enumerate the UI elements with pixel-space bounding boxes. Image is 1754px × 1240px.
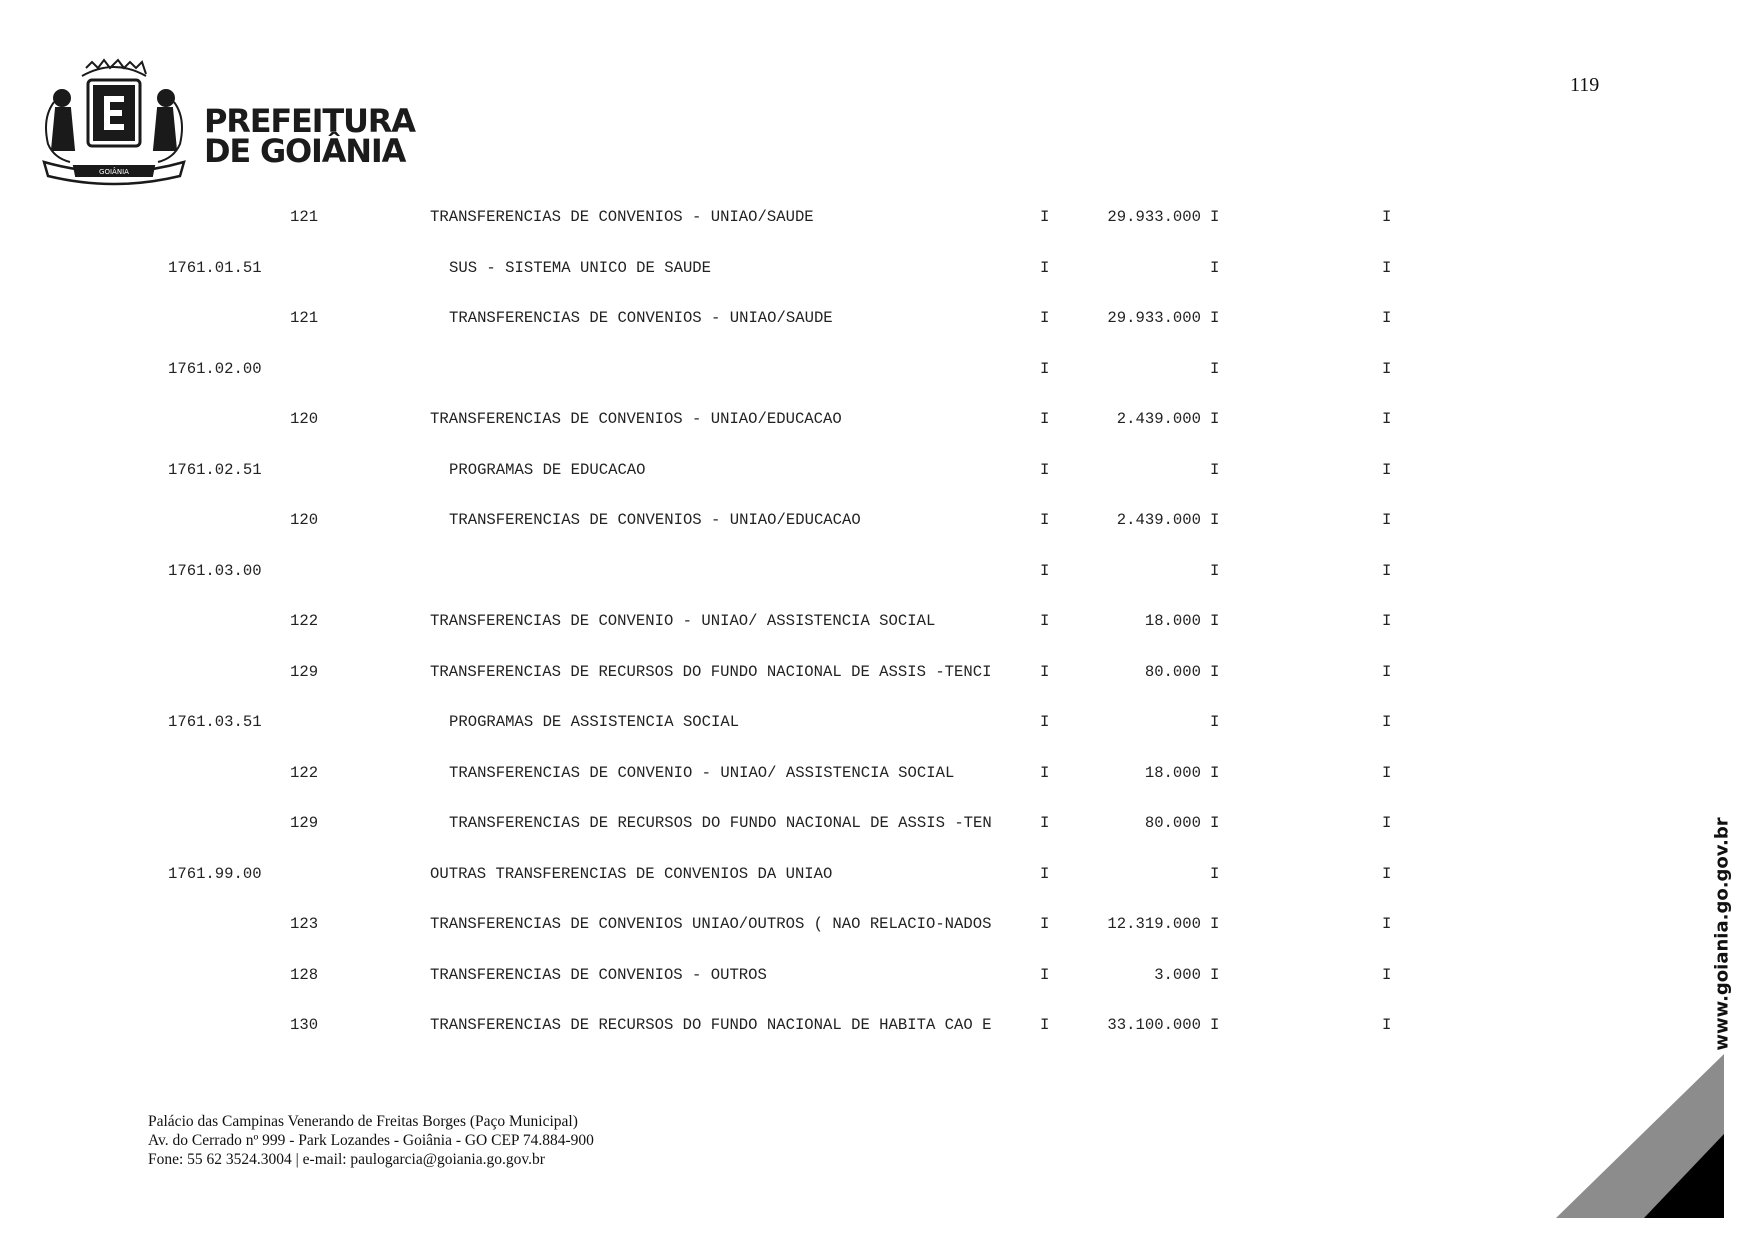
column-separator: I bbox=[1382, 309, 1392, 327]
amount-value: 80.000 bbox=[1144, 663, 1201, 681]
table-row bbox=[0, 912, 1754, 936]
column-separator: I bbox=[1210, 865, 1220, 883]
amount-value: 29.933.000 bbox=[1107, 208, 1201, 226]
column-separator: I bbox=[1040, 511, 1050, 529]
column-separator: I bbox=[1040, 208, 1050, 226]
account-code: 1761.02.51 bbox=[168, 461, 262, 479]
description: TRANSFERENCIAS DE CONVENIO - UNIAO/ ASSISTENCIA SOCIAL bbox=[449, 764, 955, 782]
description: TRANSFERENCIAS DE CONVENIOS - UNIAO/EDUCACAO bbox=[430, 410, 842, 428]
corner-triangle-decoration bbox=[1556, 1054, 1724, 1218]
table-row bbox=[0, 256, 1754, 280]
source-code: 120 bbox=[290, 410, 319, 428]
amount-value: 18.000 bbox=[1144, 764, 1201, 782]
table-row bbox=[0, 458, 1754, 482]
column-separator: I bbox=[1210, 511, 1220, 529]
column-separator: I bbox=[1040, 309, 1050, 327]
description: OUTRAS TRANSFERENCIAS DE CONVENIOS DA UNIAO bbox=[430, 865, 833, 883]
column-separator: I bbox=[1210, 461, 1220, 479]
column-separator: I bbox=[1040, 663, 1050, 681]
column-separator: I bbox=[1040, 915, 1050, 933]
website-url: www.goiania.go.gov.br bbox=[1711, 817, 1733, 1051]
account-code: 1761.01.51 bbox=[168, 259, 262, 277]
table-row bbox=[0, 357, 1754, 381]
source-code: 122 bbox=[290, 764, 319, 782]
column-separator: I bbox=[1382, 764, 1392, 782]
amount-value: 12.319.000 bbox=[1107, 915, 1201, 933]
description: TRANSFERENCIAS DE CONVENIO - UNIAO/ ASSISTENCIA SOCIAL bbox=[430, 612, 936, 630]
table-row bbox=[0, 811, 1754, 835]
column-separator: I bbox=[1382, 814, 1392, 832]
account-code: 1761.03.00 bbox=[168, 562, 262, 580]
account-code: 1761.99.00 bbox=[168, 865, 262, 883]
source-code: 130 bbox=[290, 1016, 319, 1034]
column-separator: I bbox=[1040, 612, 1050, 630]
amount-value: 29.933.000 bbox=[1107, 309, 1201, 327]
table-row bbox=[0, 508, 1754, 532]
source-code: 129 bbox=[290, 663, 319, 681]
column-separator: I bbox=[1210, 764, 1220, 782]
column-separator: I bbox=[1382, 259, 1392, 277]
column-separator: I bbox=[1040, 865, 1050, 883]
source-code: 129 bbox=[290, 814, 319, 832]
column-separator: I bbox=[1382, 208, 1392, 226]
footer-address bbox=[148, 1112, 594, 1169]
column-separator: I bbox=[1040, 966, 1050, 984]
amount-value: 33.100.000 bbox=[1107, 1016, 1201, 1034]
table-row bbox=[0, 407, 1754, 431]
column-separator: I bbox=[1210, 259, 1220, 277]
account-code: 1761.03.51 bbox=[168, 713, 262, 731]
table-row bbox=[0, 660, 1754, 684]
column-separator: I bbox=[1210, 915, 1220, 933]
table-row bbox=[0, 862, 1754, 886]
table-row bbox=[0, 609, 1754, 633]
column-separator: I bbox=[1040, 814, 1050, 832]
table-row bbox=[0, 1013, 1754, 1037]
svg-text:GOIÂNIA: GOIÂNIA bbox=[99, 168, 129, 176]
description: TRANSFERENCIAS DE RECURSOS DO FUNDO NACIONAL DE ASSIS -TENCI bbox=[430, 663, 992, 681]
source-code: 121 bbox=[290, 208, 319, 226]
description: TRANSFERENCIAS DE CONVENIOS - UNIAO/EDUCACAO bbox=[449, 511, 861, 529]
column-separator: I bbox=[1382, 865, 1392, 883]
footer-line-1: Palácio das Campinas Venerando de Freitas Borges (Paço Municipal) bbox=[148, 1113, 578, 1130]
column-separator: I bbox=[1040, 461, 1050, 479]
column-separator: I bbox=[1040, 764, 1050, 782]
description: TRANSFERENCIAS DE CONVENIOS - UNIAO/SAUDE bbox=[449, 309, 833, 327]
brand-line-2: DE GOIÂNIA bbox=[204, 132, 406, 170]
table-row bbox=[0, 710, 1754, 734]
description: TRANSFERENCIAS DE CONVENIOS - UNIAO/SAUDE bbox=[430, 208, 814, 226]
amount-value: 3.000 bbox=[1154, 966, 1201, 984]
column-separator: I bbox=[1210, 814, 1220, 832]
table-row bbox=[0, 205, 1754, 229]
amount-value: 18.000 bbox=[1144, 612, 1201, 630]
table-row bbox=[0, 761, 1754, 785]
description: TRANSFERENCIAS DE RECURSOS DO FUNDO NACIONAL DE ASSIS -TEN bbox=[449, 814, 992, 832]
column-separator: I bbox=[1382, 966, 1392, 984]
column-separator: I bbox=[1210, 309, 1220, 327]
column-separator: I bbox=[1040, 1016, 1050, 1034]
column-separator: I bbox=[1382, 511, 1392, 529]
column-separator: I bbox=[1040, 410, 1050, 428]
column-separator: I bbox=[1382, 410, 1392, 428]
description: TRANSFERENCIAS DE RECURSOS DO FUNDO NACIONAL DE HABITA CAO E bbox=[430, 1016, 992, 1034]
description: TRANSFERENCIAS DE CONVENIOS - OUTROS bbox=[430, 966, 767, 984]
column-separator: I bbox=[1210, 713, 1220, 731]
account-code: 1761.02.00 bbox=[168, 360, 262, 378]
column-separator: I bbox=[1040, 360, 1050, 378]
description: PROGRAMAS DE EDUCACAO bbox=[449, 461, 646, 479]
footer-line-2: Av. do Cerrado nº 999 - Park Lozandes - Goiânia - GO CEP 74.884-900 bbox=[148, 1132, 594, 1149]
column-separator: I bbox=[1210, 1016, 1220, 1034]
column-separator: I bbox=[1210, 360, 1220, 378]
column-separator: I bbox=[1382, 562, 1392, 580]
column-separator: I bbox=[1040, 713, 1050, 731]
description: SUS - SISTEMA UNICO DE SAUDE bbox=[449, 259, 712, 277]
description: PROGRAMAS DE ASSISTENCIA SOCIAL bbox=[449, 713, 740, 731]
source-code: 122 bbox=[290, 612, 319, 630]
column-separator: I bbox=[1382, 663, 1392, 681]
column-separator: I bbox=[1210, 208, 1220, 226]
column-separator: I bbox=[1382, 1016, 1392, 1034]
table-row bbox=[0, 559, 1754, 583]
column-separator: I bbox=[1040, 562, 1050, 580]
source-code: 120 bbox=[290, 511, 319, 529]
column-separator: I bbox=[1210, 966, 1220, 984]
description: TRANSFERENCIAS DE CONVENIOS UNIAO/OUTROS ( NAO RELACIO-NADOS bbox=[430, 915, 992, 933]
table-row bbox=[0, 963, 1754, 987]
column-separator: I bbox=[1382, 915, 1392, 933]
page-number: 119 bbox=[1570, 74, 1600, 96]
source-code: 121 bbox=[290, 309, 319, 327]
column-separator: I bbox=[1210, 612, 1220, 630]
column-separator: I bbox=[1382, 713, 1392, 731]
footer-line-3: Fone: 55 62 3524.3004 | e-mail: paulogarcia@goiania.go.gov.br bbox=[148, 1151, 545, 1168]
source-code: 128 bbox=[290, 966, 319, 984]
column-separator: I bbox=[1040, 259, 1050, 277]
column-separator: I bbox=[1382, 360, 1392, 378]
amount-value: 2.439.000 bbox=[1116, 511, 1201, 529]
amount-value: 80.000 bbox=[1144, 814, 1201, 832]
source-code: 123 bbox=[290, 915, 319, 933]
column-separator: I bbox=[1210, 410, 1220, 428]
column-separator: I bbox=[1382, 612, 1392, 630]
brand-line-1: PREFEITURA bbox=[204, 102, 415, 140]
column-separator: I bbox=[1210, 663, 1220, 681]
column-separator: I bbox=[1210, 562, 1220, 580]
table-row bbox=[0, 306, 1754, 330]
column-separator: I bbox=[1382, 461, 1392, 479]
amount-value: 2.439.000 bbox=[1116, 410, 1201, 428]
